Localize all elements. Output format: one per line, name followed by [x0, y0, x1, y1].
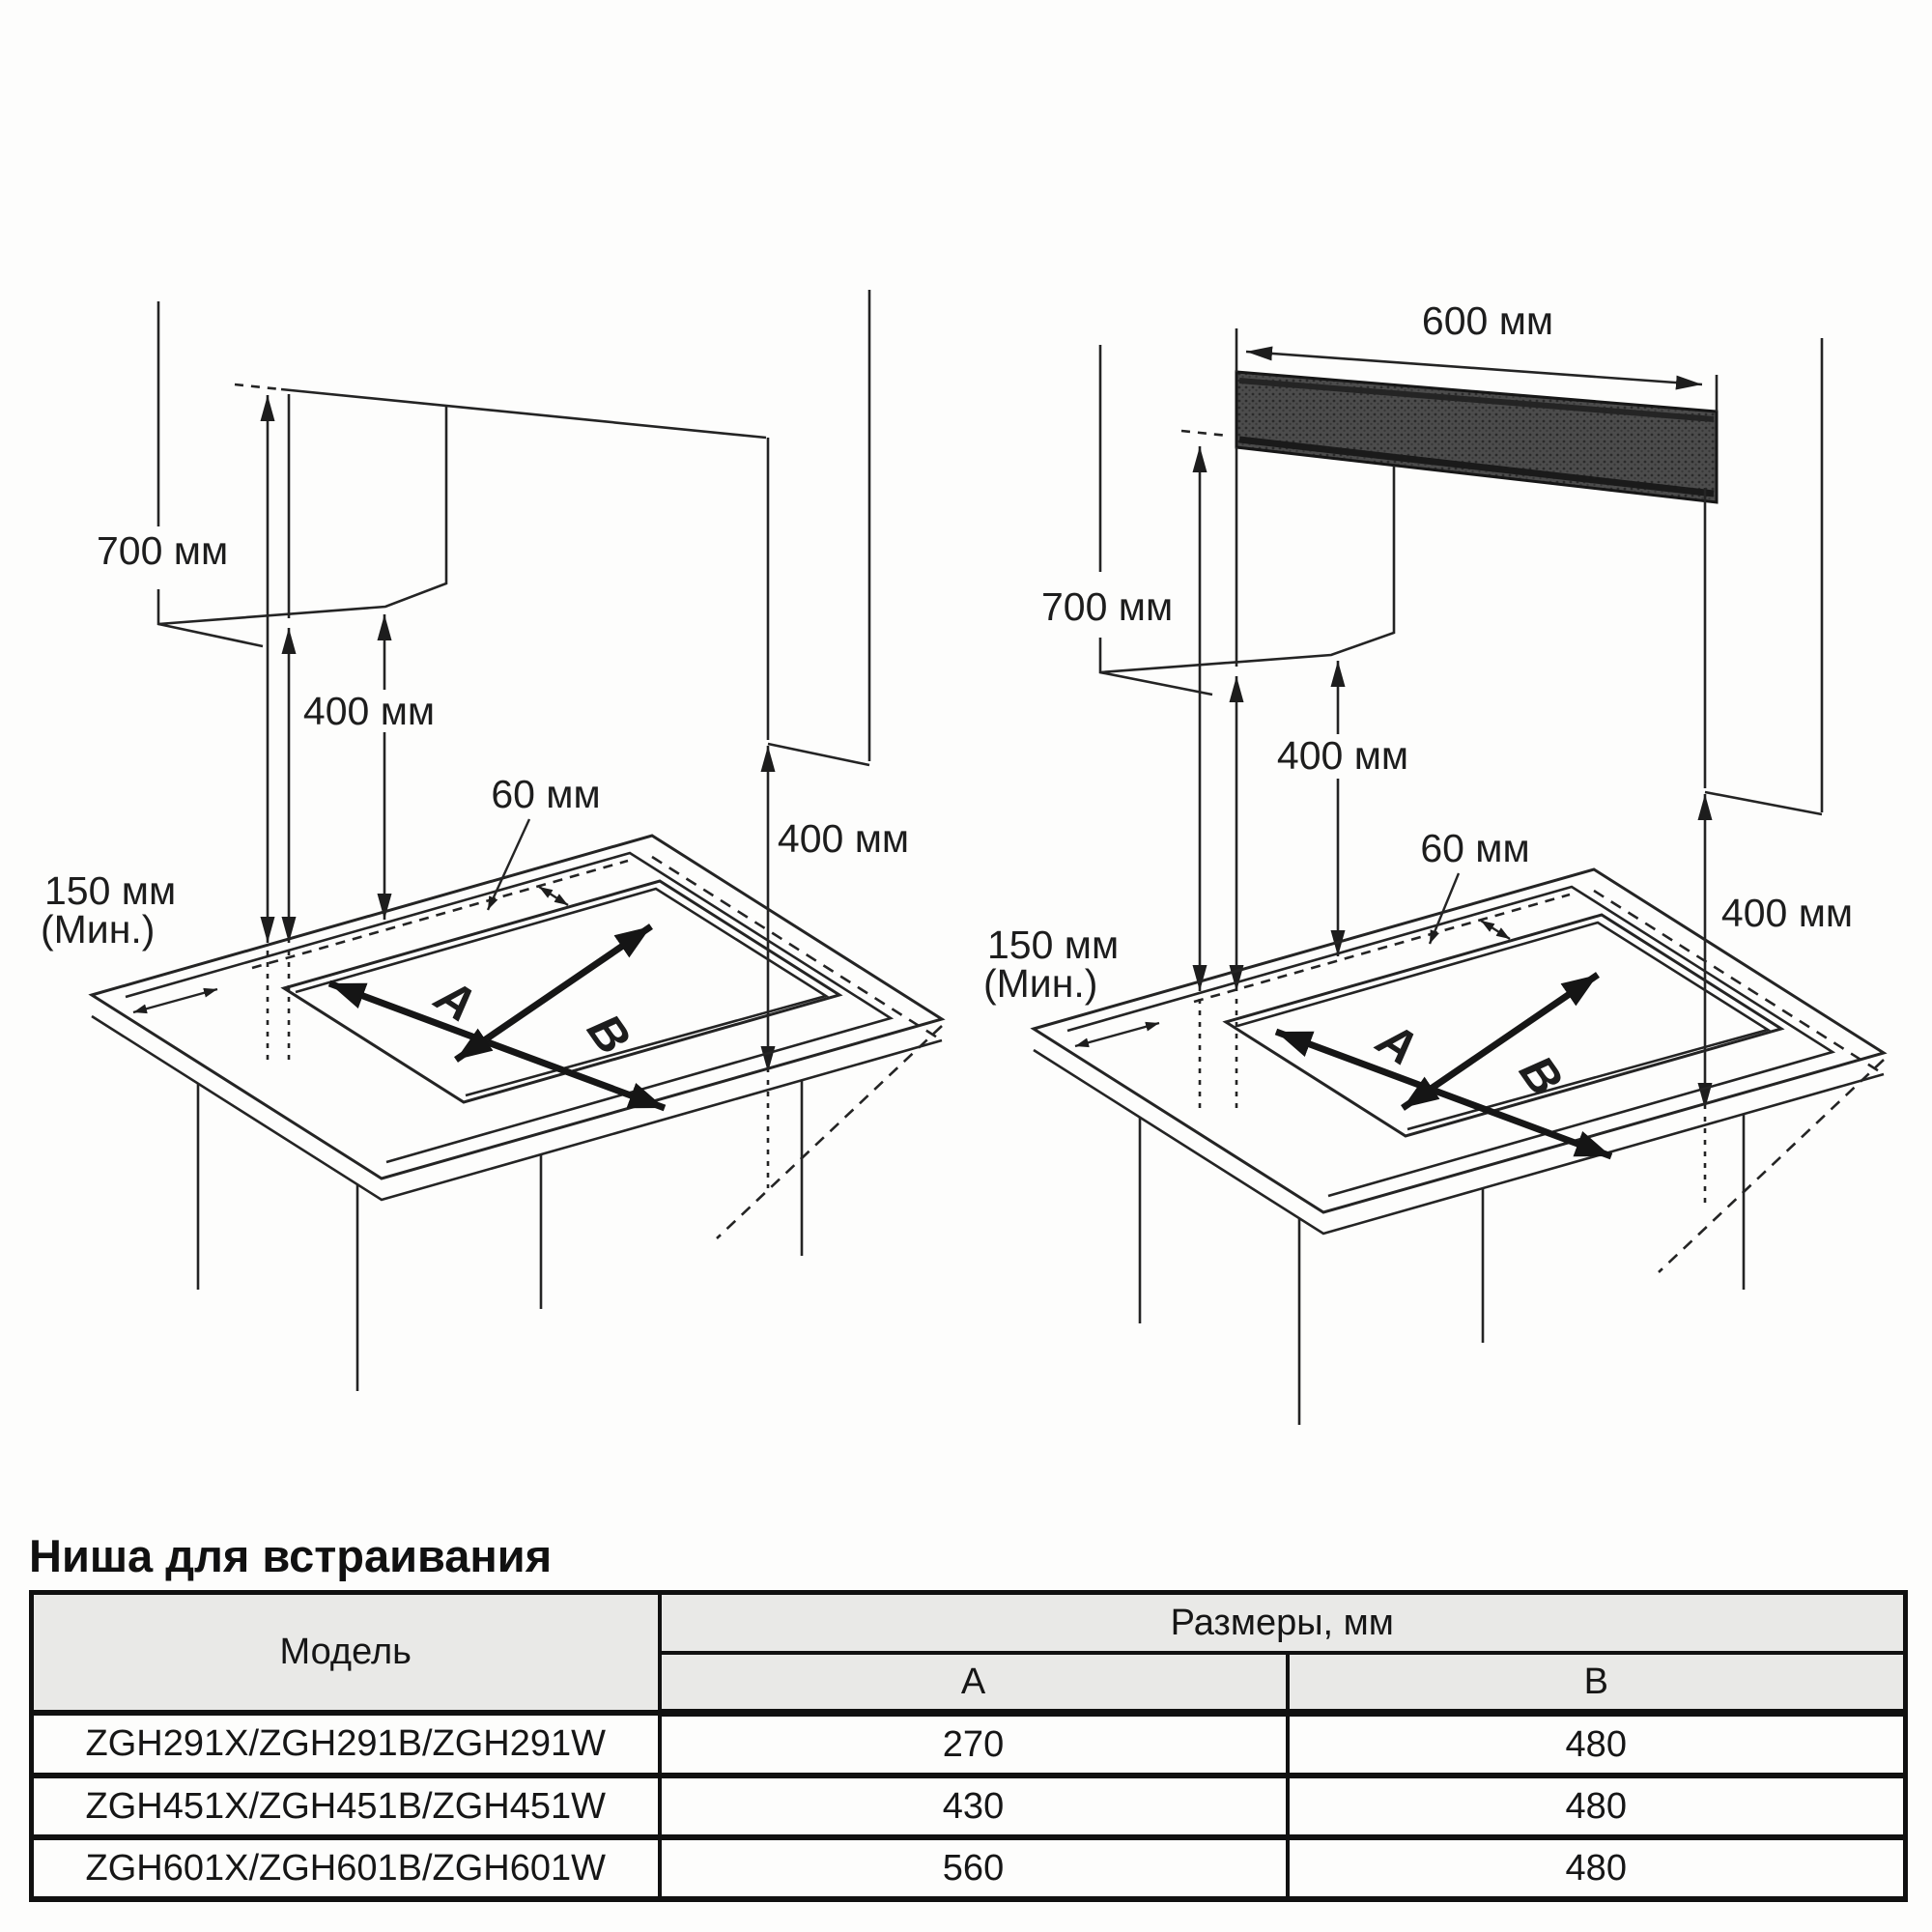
- dim-400-mid-label: 400 мм: [1276, 733, 1409, 778]
- dim-400-side-label: 400 мм: [1720, 891, 1854, 935]
- small-dims-left: [133, 819, 568, 1012]
- model-cell: ZGH291X/ZGH291B/ZGH291W: [32, 1713, 660, 1776]
- dim-700-label: 700 мм: [1041, 584, 1174, 629]
- col-header-model: Модель: [32, 1593, 660, 1714]
- cutout-a-label: A: [1368, 1011, 1428, 1076]
- dim-a-cell: 430: [660, 1776, 1288, 1837]
- diagram-left: [41, 290, 942, 1391]
- dim-600-label: 600 мм: [1421, 298, 1554, 343]
- dim-150-label-line1: 150 мм: [987, 923, 1120, 967]
- table-row: [32, 1837, 1906, 1899]
- table-row: [32, 1713, 1906, 1776]
- dim-60-label: 60 мм: [491, 772, 601, 816]
- dim-a-cell: 270: [660, 1713, 1288, 1776]
- dim-150-label-line2: (Мин.): [41, 907, 156, 952]
- dim-700-right: [1200, 446, 1236, 1111]
- section-title: Ниша для встраивания: [29, 1530, 553, 1581]
- model-cell: ZGH451X/ZGH451B/ZGH451W: [32, 1776, 660, 1837]
- wall-lines-left: [158, 290, 869, 761]
- col-header-a: A: [660, 1653, 1288, 1713]
- dim-b-cell: 480: [1288, 1713, 1906, 1776]
- dim-150-label-line1: 150 мм: [44, 868, 177, 913]
- dim-a-cell: 560: [660, 1837, 1288, 1899]
- cutout-b-label: B: [577, 1004, 641, 1065]
- counter-right: [1034, 869, 1884, 1425]
- dim-b-cell: 480: [1288, 1776, 1906, 1837]
- dim-b-cell: 480: [1288, 1837, 1906, 1899]
- cutout-a-label: A: [426, 968, 486, 1033]
- col-header-b: B: [1288, 1653, 1906, 1713]
- diagram-right: [983, 298, 1884, 1425]
- dim-150-label-line2: (Мин.): [983, 961, 1098, 1006]
- counter-left: [92, 836, 942, 1391]
- upper-cabinet: [158, 384, 766, 624]
- col-header-dimensions: Размеры, мм: [660, 1593, 1906, 1654]
- dim-400-mid-label: 400 мм: [302, 689, 436, 733]
- dim-700-label: 700 мм: [97, 528, 229, 573]
- niche-dimensions-table: [29, 1590, 1908, 1902]
- table-row: [32, 1776, 1906, 1837]
- cutout-b-label: B: [1509, 1045, 1574, 1106]
- model-cell: ZGH601X/ZGH601B/ZGH601W: [32, 1837, 660, 1899]
- cooker-hood: [1236, 328, 1717, 502]
- dim-400-side-label: 400 мм: [777, 816, 910, 861]
- upper-cabinet-right: [1100, 431, 1394, 672]
- dim-60-label: 60 мм: [1420, 826, 1530, 870]
